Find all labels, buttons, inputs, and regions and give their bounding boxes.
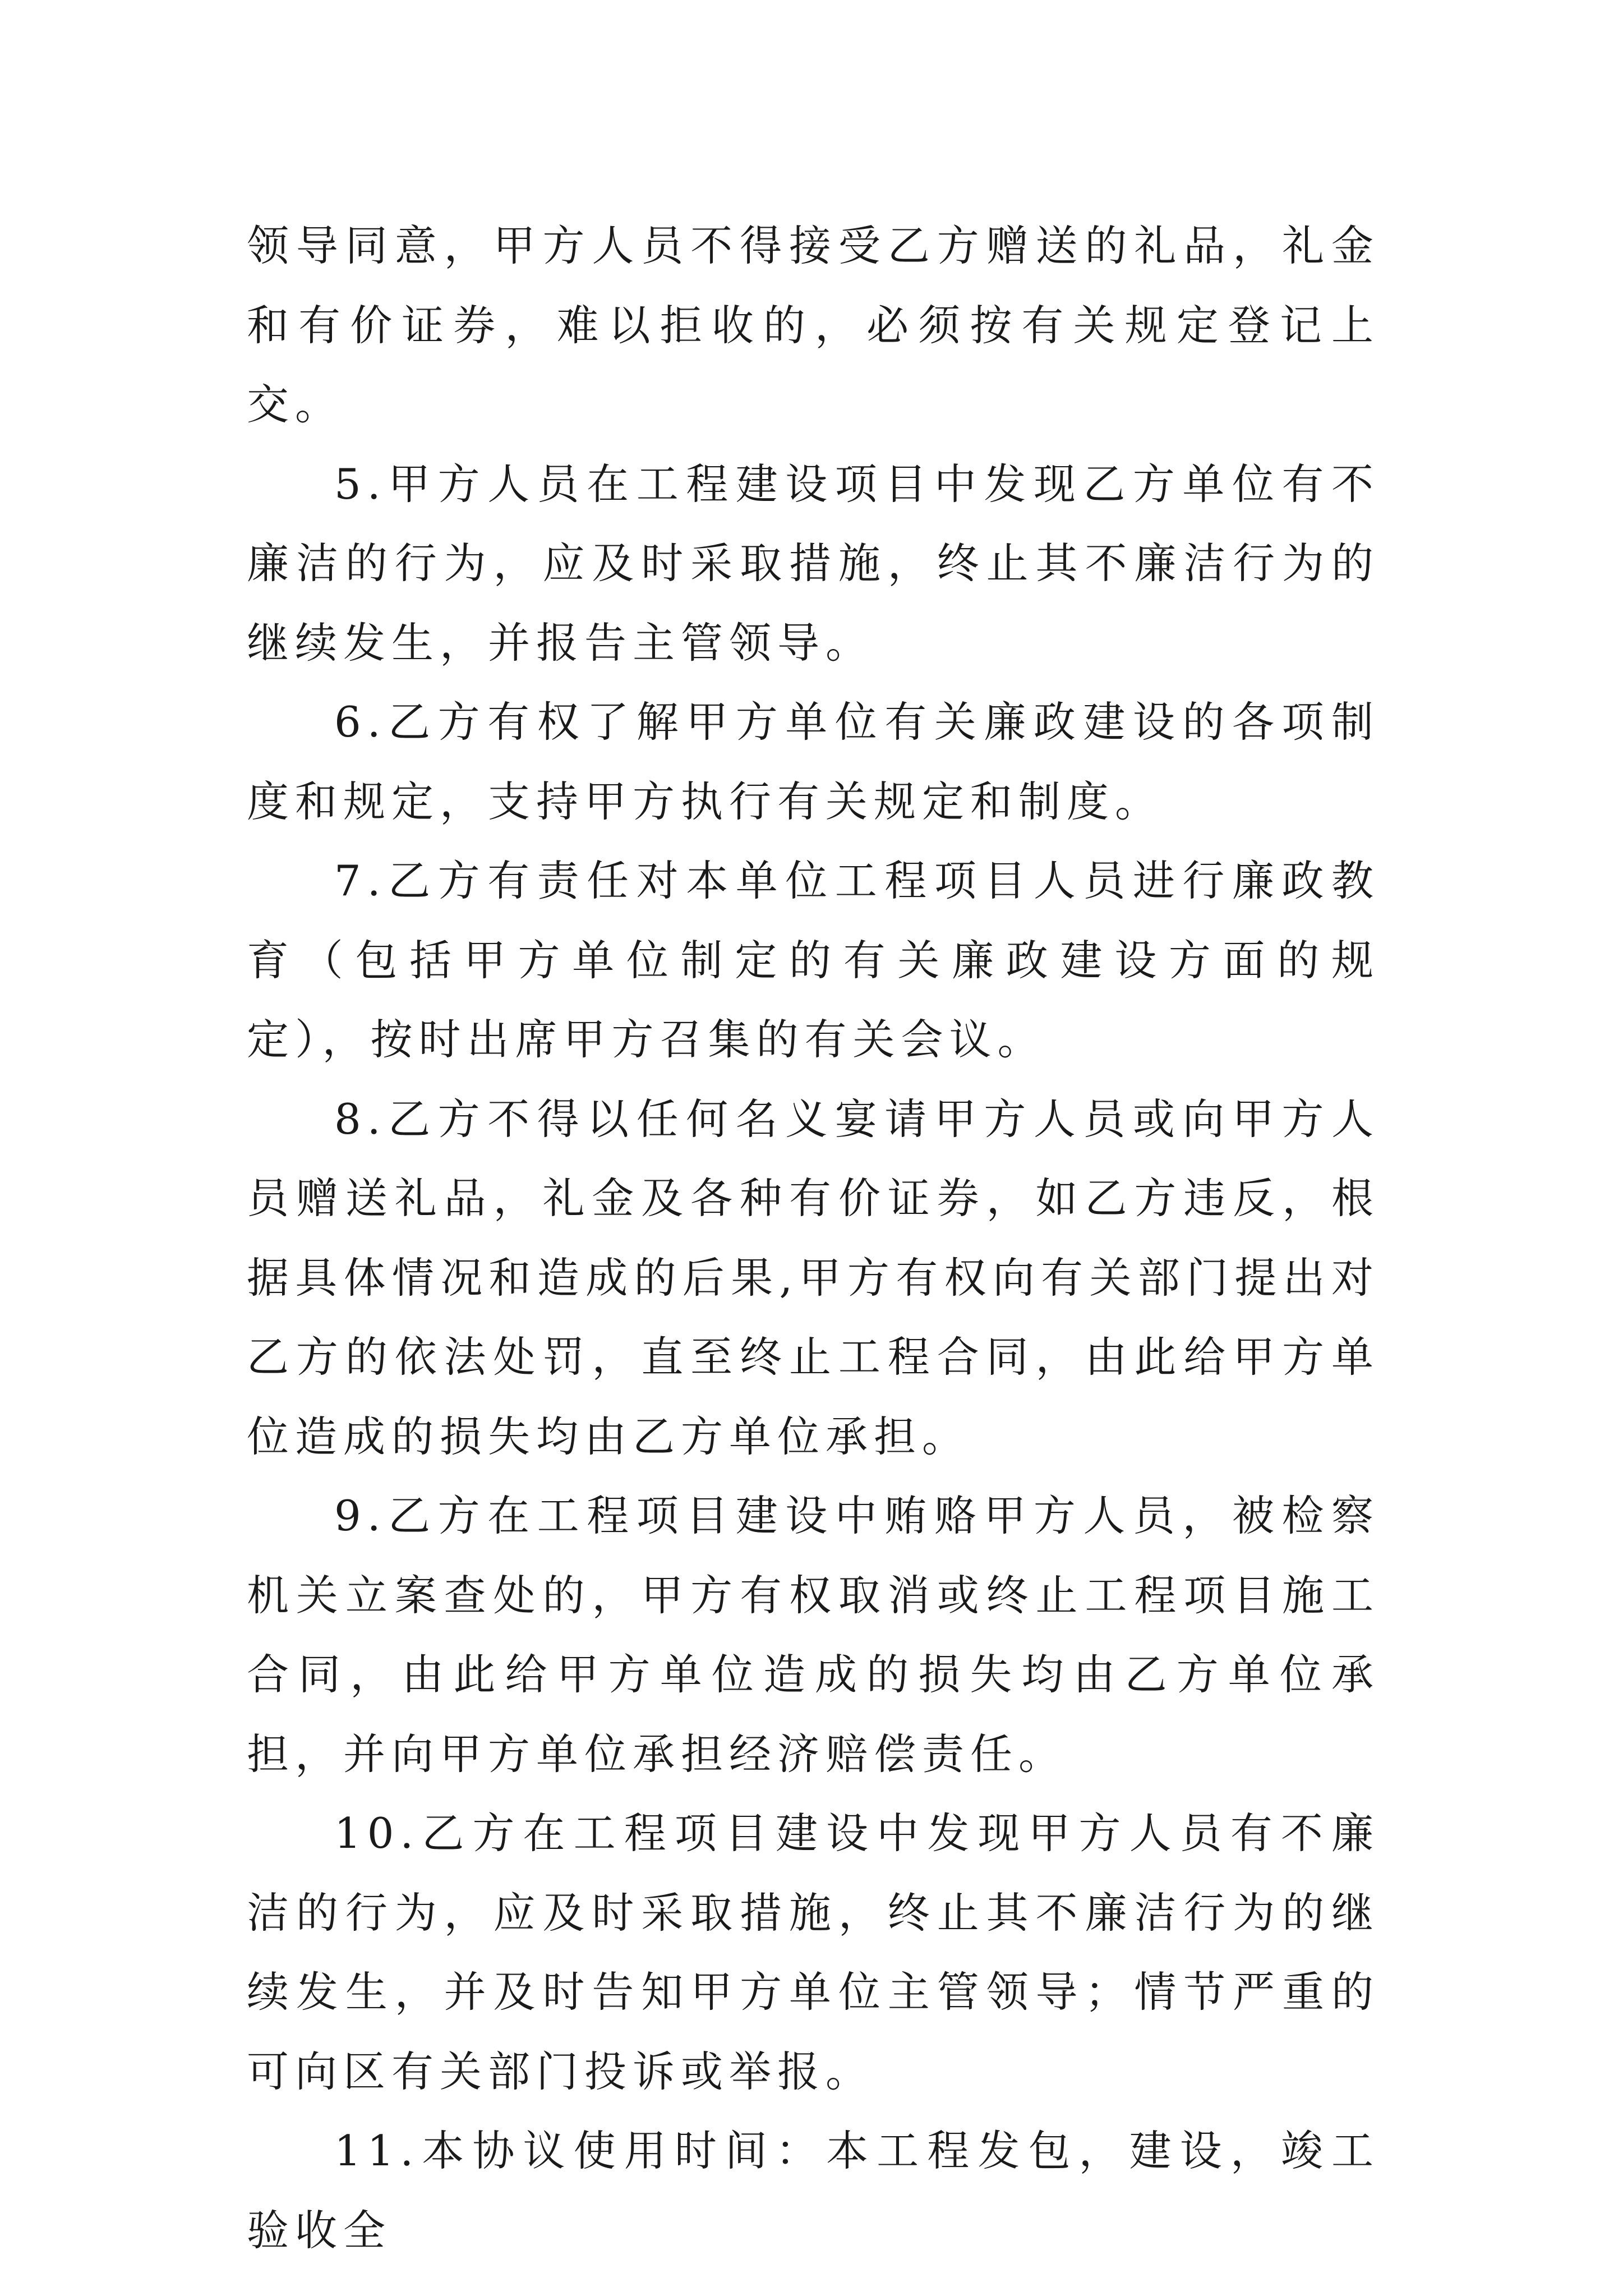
paragraph-clause-6: 6.乙方有权了解甲方单位有关廉政建设的各项制度和规定，支持甲方执行有关规定和制度。 <box>247 697 1380 826</box>
paragraph-clause-9: 9.乙方在工程项目建设中贿赂甲方人员，被检察机关立案查处的，甲方有权取消或终止工程项目施工合同，由此给甲方单位造成的损失均由乙方单位承担，并向甲方单位承担经济赔偿责任。 <box>247 1491 1380 1779</box>
document-body <box>247 206 1380 2270</box>
paragraph-clause-8: 8.乙方不得以任何名义宴请甲方人员或向甲方人员赠送礼品，礼金及各种有价证券，如乙方违反，根据具体情况和造成的后果,甲方有权向有关部门提出对乙方的依法处罚，直至终止工程合同，由此给甲方单位造成的损失均由乙方单位承担。 <box>247 1094 1380 1461</box>
paragraph-clause-7: 7.乙方有责任对本单位工程项目人员进行廉政教育（包括甲方单位制定的有关廉政建设方面的规定），按时出席甲方召集的有关会议。 <box>247 856 1380 1064</box>
paragraph-clause-10: 10.乙方在工程项目建设中发现甲方人员有不廉洁的行为，应及时采取措施，终止其不廉洁行为的继续发生，并及时告知甲方单位主管领导；情节严重的可向区有关部门投诉或举报。 <box>247 1809 1380 2096</box>
paragraph-continuation: 领导同意，甲方人员不得接受乙方赠送的礼品，礼金和有价证券，难以拒收的，必须按有关规定登记上交。 <box>247 221 1380 429</box>
paragraph-clause-11: 11.本协议使用时间：本工程发包，建设，竣工验收全 <box>247 2126 1380 2255</box>
paragraph-clause-5: 5.甲方人员在工程建设项目中发现乙方单位有不廉洁的行为，应及时采取措施，终止其不廉洁行为的继续发生，并报告主管领导。 <box>247 459 1380 668</box>
